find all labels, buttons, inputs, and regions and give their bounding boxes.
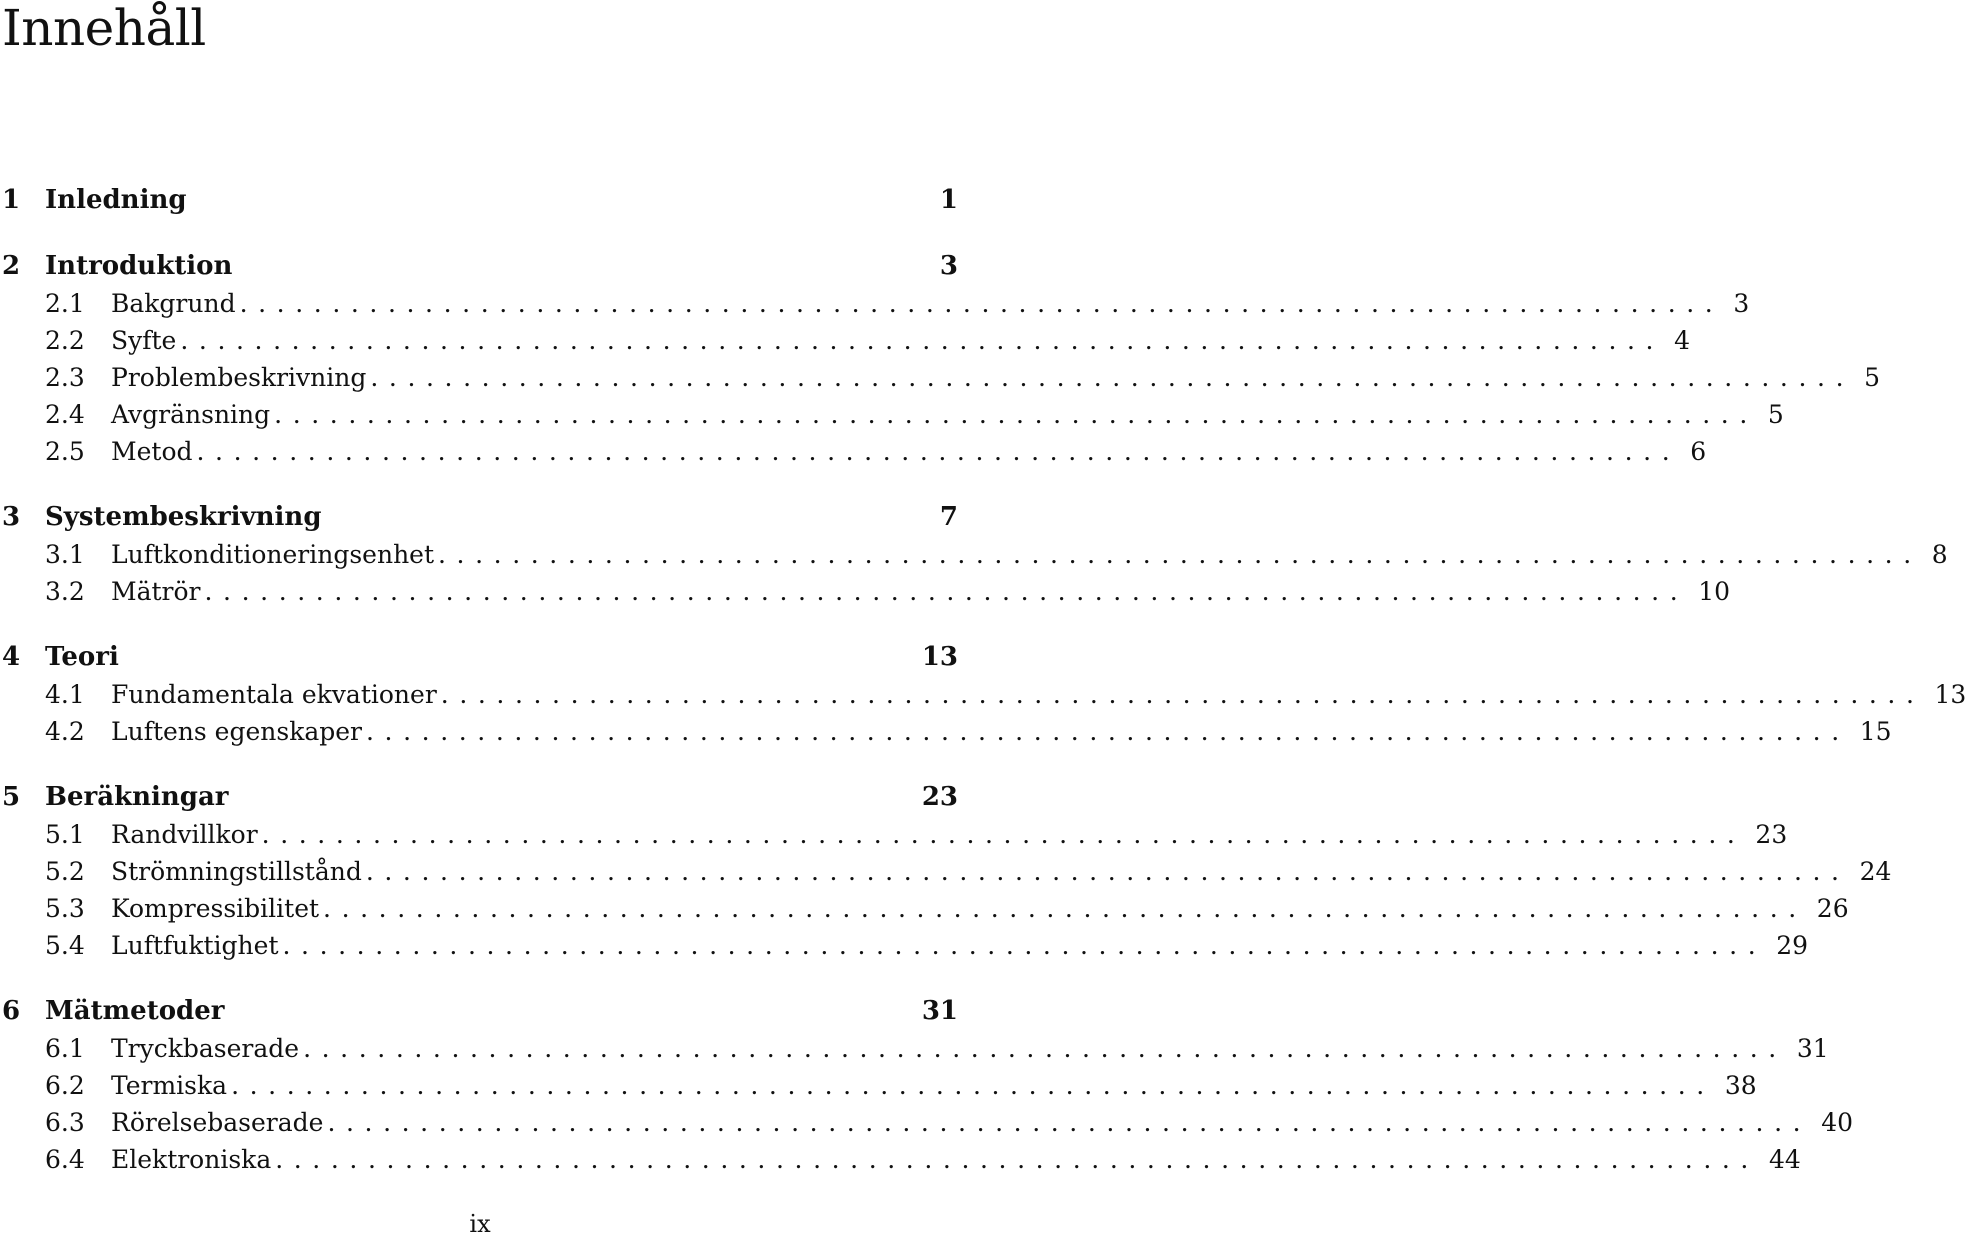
toc-section-entry[interactable] <box>0 433 1707 470</box>
chapter-title: Introduktion <box>45 251 233 281</box>
dot-leader: ................................................................................ <box>327 1108 1812 1137</box>
section-title: Mätrör <box>111 577 201 606</box>
dot-leader: ................................................................................ <box>282 931 1767 960</box>
toc-section-entry[interactable] <box>0 1030 1829 1067</box>
chapter-number: 1 <box>2 185 21 215</box>
toc-section-entry[interactable] <box>0 285 1750 322</box>
section-number: 6.4 <box>45 1145 85 1174</box>
toc-chapter-entry[interactable] <box>0 778 960 816</box>
dot-leader: ................................................................................ <box>440 680 1925 709</box>
toc-section-entry[interactable] <box>0 713 1892 750</box>
section-title: Termiska <box>111 1071 228 1100</box>
section-title: Rörelsebaserade <box>111 1108 324 1137</box>
dot-leader: ................................................................................ <box>239 289 1724 318</box>
section-page-number: 5 <box>1767 400 1784 429</box>
section-number: 6.2 <box>45 1071 85 1100</box>
section-title: Avgränsning <box>111 400 271 429</box>
page-number: ix <box>469 1210 491 1238</box>
dot-leader: ................................................................................ <box>366 717 1850 746</box>
toc-section-entry[interactable] <box>0 816 1788 853</box>
dot-leader: ................................................................................ <box>370 363 1855 392</box>
chapter-title: Inledning <box>45 185 187 215</box>
section-number: 2.4 <box>45 400 85 429</box>
dot-leader: ................................................................................ <box>365 857 1850 886</box>
chapter-page-number: 3 <box>939 251 958 281</box>
toc-section-entry[interactable] <box>0 322 1691 359</box>
chapter-title: Mätmetoder <box>45 996 225 1026</box>
dot-leader: ................................................................................ <box>274 400 1758 429</box>
dot-leader: ................................................................................ <box>275 1145 1759 1174</box>
toc-chapter-entry[interactable] <box>0 181 960 219</box>
section-title: Problembeskrivning <box>111 363 367 392</box>
section-number: 2.1 <box>45 289 85 318</box>
section-page-number: 8 <box>1931 540 1948 569</box>
chapter-page-number: 13 <box>921 642 958 672</box>
toc-chapter-entry[interactable] <box>0 992 960 1030</box>
toc-chapter <box>0 247 1881 470</box>
section-number: 3.1 <box>45 540 85 569</box>
section-title: Randvillkor <box>111 820 258 849</box>
dot-leader: ................................................................................ <box>323 894 1807 923</box>
section-page-number: 40 <box>1821 1108 1853 1137</box>
toc-chapter <box>0 498 1948 610</box>
section-number: 5.2 <box>45 857 85 886</box>
section-page-number: 26 <box>1816 894 1849 923</box>
dot-leader: ................................................................................ <box>204 577 1689 606</box>
page-title: Innehåll <box>2 0 206 57</box>
chapter-title: Systembeskrivning <box>45 502 322 532</box>
chapter-title: Beräkningar <box>45 782 229 812</box>
dot-leader: ................................................................................ <box>438 540 1922 569</box>
dot-leader: ................................................................................ <box>303 1034 1787 1063</box>
toc-section-entry[interactable] <box>0 1067 1757 1104</box>
toc-chapter-entry[interactable] <box>0 247 960 285</box>
section-title: Luftkonditioneringsenhet <box>111 540 435 569</box>
section-page-number: 15 <box>1859 717 1892 746</box>
section-page-number: 24 <box>1859 857 1892 886</box>
toc-section-entry[interactable] <box>0 676 1967 713</box>
chapter-page-number: 31 <box>921 996 958 1026</box>
section-number: 5.3 <box>45 894 85 923</box>
section-page-number: 13 <box>1934 680 1967 709</box>
toc-chapter-entry[interactable] <box>0 638 960 676</box>
section-title: Elektroniska <box>111 1145 272 1174</box>
dot-leader: ................................................................................ <box>231 1071 1715 1100</box>
chapter-number: 3 <box>2 502 21 532</box>
section-title: Luftens egenskaper <box>111 717 363 746</box>
section-page-number: 23 <box>1755 820 1788 849</box>
chapter-page-number: 1 <box>939 185 958 215</box>
chapter-page-number: 23 <box>921 782 958 812</box>
section-number: 5.1 <box>45 820 85 849</box>
section-page-number: 29 <box>1776 931 1809 960</box>
chapter-number: 2 <box>2 251 21 281</box>
toc-section-entry[interactable] <box>0 1104 1853 1141</box>
section-title: Strömningstillstånd <box>111 857 362 886</box>
section-title: Tryckbaserade <box>111 1034 300 1063</box>
dot-leader: ................................................................................ <box>180 326 1665 355</box>
toc-chapter <box>0 778 1892 964</box>
section-title: Syfte <box>111 326 177 355</box>
section-page-number: 6 <box>1690 437 1707 466</box>
toc-section-entry[interactable] <box>0 536 1948 573</box>
section-title: Fundamentala ekvationer <box>111 680 437 709</box>
table-of-contents <box>0 181 1967 1206</box>
toc-section-entry[interactable] <box>0 853 1892 890</box>
dot-leader: ................................................................................ <box>261 820 1746 849</box>
section-title: Bakgrund <box>111 289 236 318</box>
section-number: 5.4 <box>45 931 85 960</box>
chapter-number: 4 <box>2 642 21 672</box>
section-number: 2.2 <box>45 326 85 355</box>
section-number: 2.5 <box>45 437 85 466</box>
section-number: 2.3 <box>45 363 85 392</box>
toc-chapter-entry[interactable] <box>0 498 960 536</box>
toc-chapter <box>0 992 1853 1178</box>
section-number: 6.1 <box>45 1034 85 1063</box>
section-page-number: 38 <box>1724 1071 1757 1100</box>
dot-leader: ................................................................................ <box>196 437 1681 466</box>
section-page-number: 44 <box>1768 1145 1801 1174</box>
chapter-number: 6 <box>2 996 21 1026</box>
section-page-number: 3 <box>1733 289 1750 318</box>
toc-section-entry[interactable] <box>0 890 1849 927</box>
section-page-number: 5 <box>1864 363 1881 392</box>
toc-chapter <box>0 638 1967 750</box>
toc-section-entry[interactable] <box>0 396 1784 433</box>
section-title: Kompressibilitet <box>111 894 320 923</box>
section-title: Metod <box>111 437 193 466</box>
section-number: 6.3 <box>45 1108 85 1137</box>
section-title: Luftfuktighet <box>111 931 279 960</box>
toc-chapter <box>0 181 960 219</box>
chapter-title: Teori <box>45 642 119 672</box>
toc-section-entry[interactable] <box>0 573 1731 610</box>
chapter-number: 5 <box>2 782 21 812</box>
section-page-number: 4 <box>1674 326 1691 355</box>
section-number: 3.2 <box>45 577 85 606</box>
toc-section-entry[interactable] <box>0 359 1881 396</box>
chapter-page-number: 7 <box>939 502 958 532</box>
section-number: 4.2 <box>45 717 85 746</box>
section-number: 4.1 <box>45 680 85 709</box>
toc-section-entry[interactable] <box>0 927 1809 964</box>
section-page-number: 31 <box>1796 1034 1829 1063</box>
toc-section-entry[interactable] <box>0 1141 1801 1178</box>
section-page-number: 10 <box>1698 577 1731 606</box>
